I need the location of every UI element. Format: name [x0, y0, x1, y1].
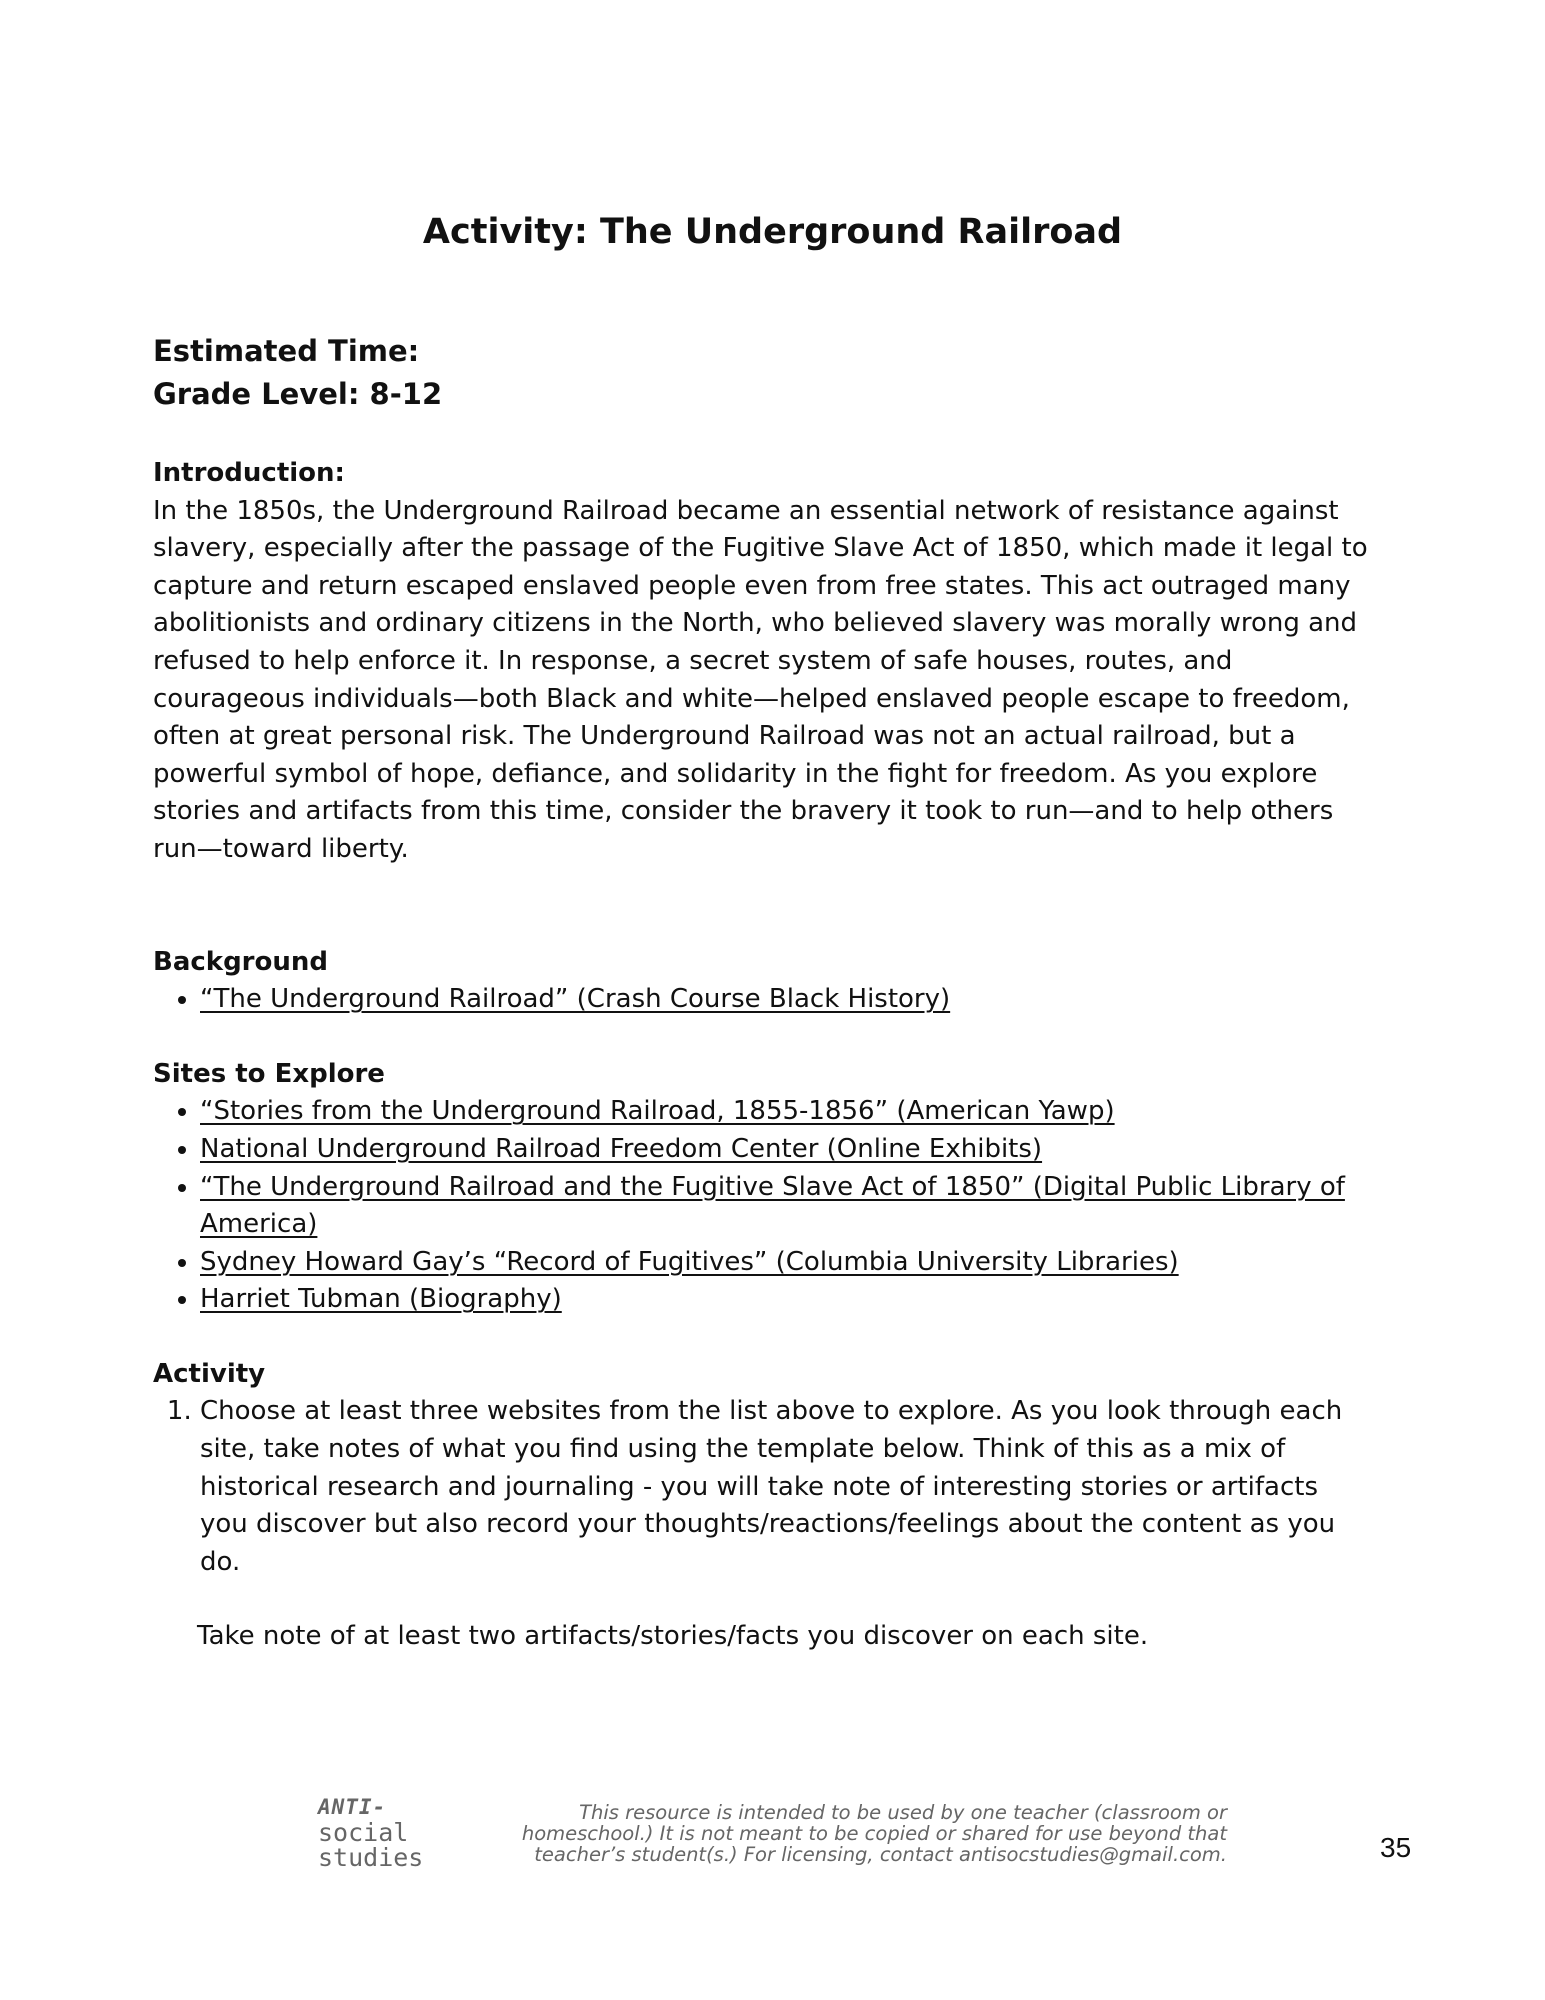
logo-line-social: social	[318, 1818, 409, 1847]
estimated-time-label: Estimated Time:	[153, 334, 420, 368]
logo-line-studies: studies	[318, 1843, 424, 1872]
background-link-list	[153, 981, 1373, 1019]
site-link-freedom-center[interactable]: National Underground Railroad Freedom Center (Online Exhibits)	[200, 1133, 1043, 1164]
sites-heading: Sites to Explore	[153, 1058, 385, 1089]
footer-disclaimer: This resource is intended to be used by one teacher (classroom or homeschool.) It is not meant to be copied or shared for use beyond that teacher’s student(s.) For licensing, contact antisocstudies@gmail.com.	[521, 1801, 1227, 1866]
list-item	[200, 1169, 1373, 1244]
site-link-harriet-tubman[interactable]: Harriet Tubman (Biography)	[200, 1284, 562, 1315]
background-link-crash-course[interactable]: “The Underground Railroad” (Crash Course Black History)	[200, 984, 951, 1015]
sites-link-list	[153, 1093, 1373, 1319]
list-item	[200, 1281, 1373, 1319]
background-heading: Background	[153, 946, 328, 977]
site-link-dpla[interactable]: “The Underground Railroad and the Fugitive Slave Act of 1850” (Digital Public Library of America)	[200, 1171, 1345, 1240]
site-link-record-of-fugitives[interactable]: Sydney Howard Gay’s “Record of Fugitives” (Columbia University Libraries)	[200, 1246, 1179, 1277]
activity-steps	[153, 1393, 1373, 1581]
introduction-heading: Introduction:	[153, 458, 345, 488]
activity-heading: Activity	[153, 1358, 266, 1389]
list-item	[200, 1244, 1373, 1282]
page-title: Activity: The Underground Railroad	[422, 212, 1123, 252]
document-body	[153, 455, 1373, 1656]
list-item	[200, 1131, 1373, 1169]
activity-note: Take note of at least two artifacts/stories/facts you discover on each site.	[197, 1621, 1149, 1652]
lesson-meta	[153, 330, 442, 416]
logo-line-anti: ANTI-	[318, 1795, 387, 1819]
anti-social-studies-logo	[318, 1795, 423, 1870]
activity-step: 1. Choose at least three websites from the list above to explore. As you look through each site, take notes of what you find using the template below. Think of this as a mix of historical research and journaling - you will take note of interesting stories or artifacts you discover but also record your thoughts/reactions/feelings about the content as you do.	[200, 1393, 1373, 1581]
grade-level-label: Grade Level: 8-12	[153, 377, 443, 411]
page-number: 35	[1380, 1832, 1412, 1863]
list-item	[200, 1093, 1373, 1131]
site-link-american-yawp[interactable]: “Stories from the Underground Railroad, 1855-1856” (American Yawp)	[200, 1096, 1115, 1127]
introduction-text: In the 1850s, the Underground Railroad became an essential network of resistance against slavery, especially after the passage of the Fugitive Slave Act of 1850, which made it legal to capture and return escaped enslaved people even from free states. This act outraged many abolitionists and ordinary citizens in the North, who believed slavery was morally wrong and refused to help enforce it. In response, a secret system of safe houses, routes, and courageous individuals—both Black and white—helped enslaved people escape to freedom, often at great personal risk. The Underground Railroad was not an actual railroad, but a powerful symbol of hope, defiance, and solidarity in the fight for freedom. As you explore stories and artifacts from this time, consider the bravery it took to run—and to help others run—toward liberty.	[153, 495, 1368, 864]
list-item	[200, 981, 1373, 1019]
